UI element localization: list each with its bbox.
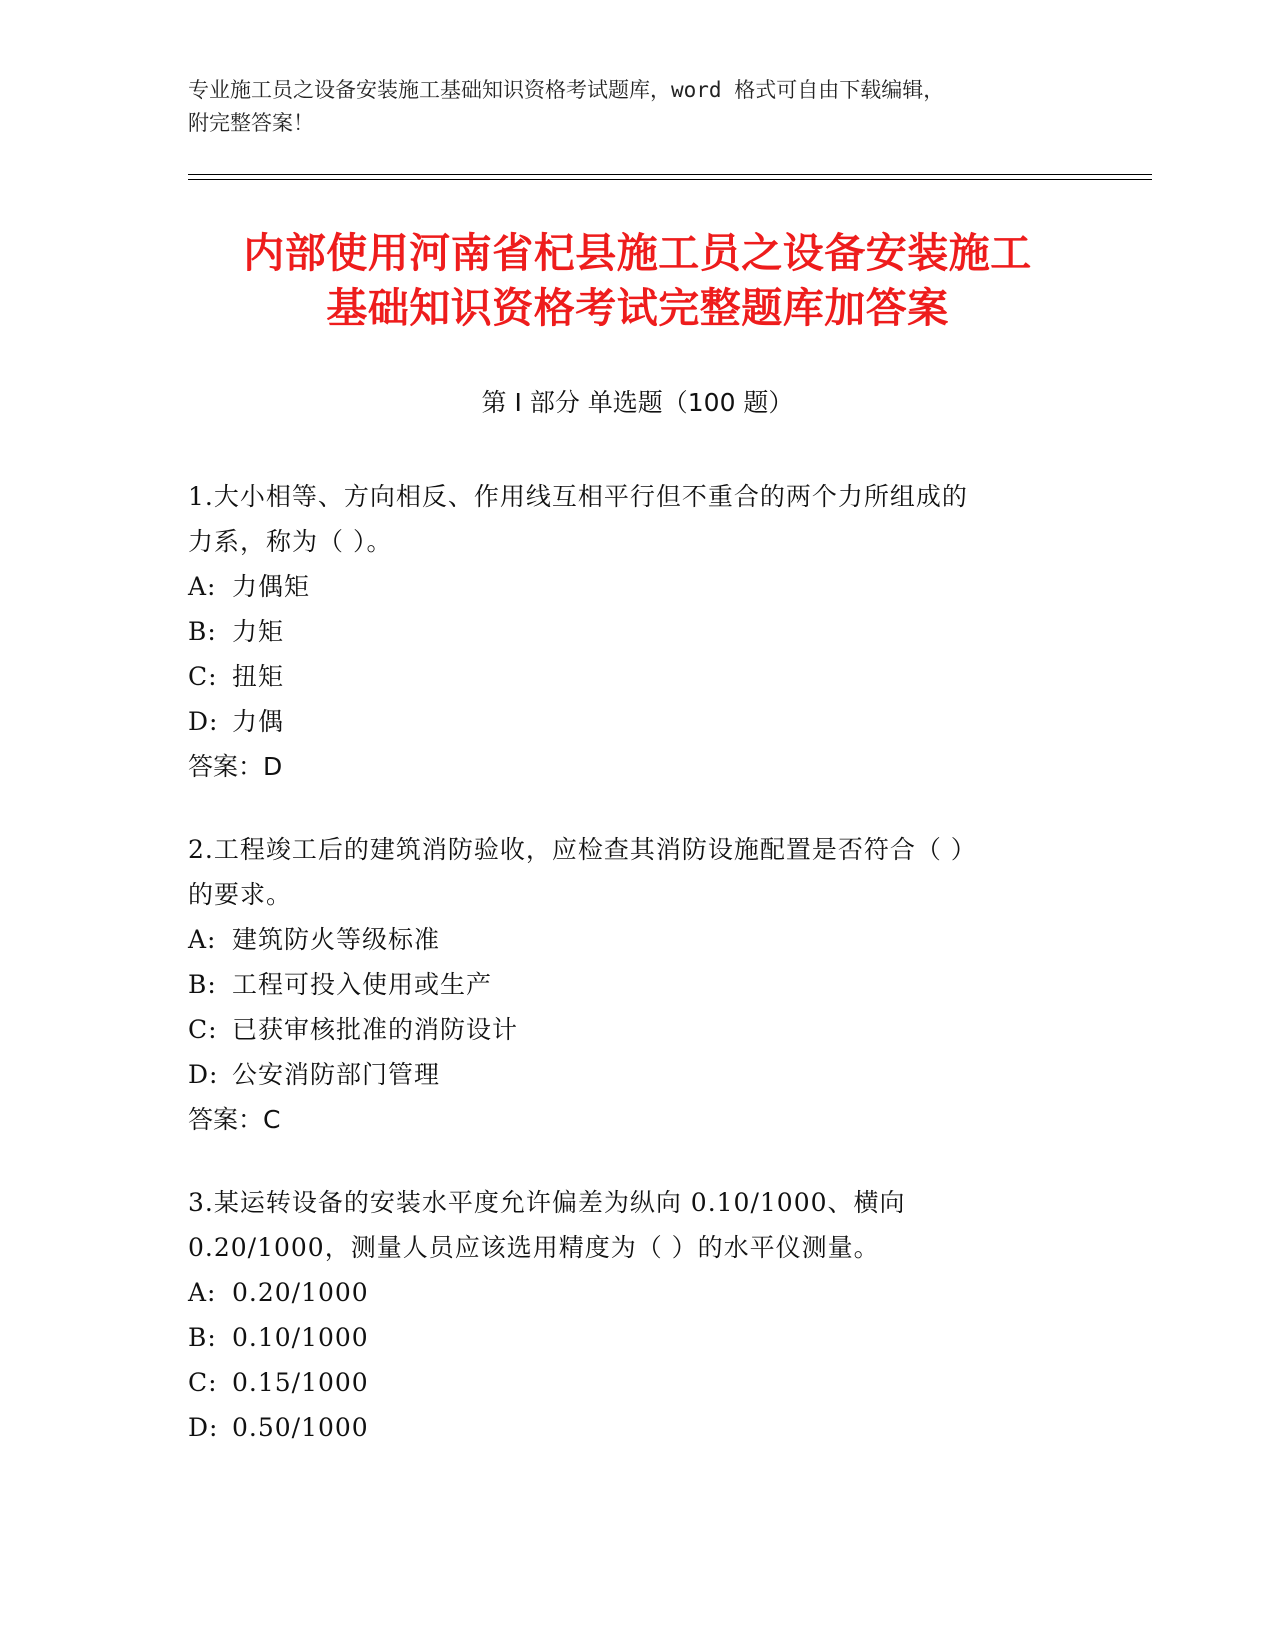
option-text: 建筑防火等级标准 (232, 925, 441, 954)
header-note-line-2: 附完整答案！ (188, 111, 314, 135)
option-text: 力偶矩 (232, 572, 311, 601)
option-b (188, 1315, 1088, 1360)
header-rule-bottom (188, 179, 1152, 180)
option-a (188, 564, 1088, 609)
question-stem-line-2: 的要求。 (188, 880, 293, 909)
option-text: 力偶 (232, 707, 285, 736)
option-key: B: (188, 970, 217, 999)
page-title-line-2: 基础知识资格考试完整题库加答案 (326, 284, 949, 332)
page-title-line-1: 内部使用河南省杞县施工员之设备安装施工 (243, 229, 1032, 277)
question-1 (188, 474, 1088, 789)
option-c (188, 1007, 1088, 1052)
option-text: 0.10/1000 (232, 1323, 369, 1352)
option-b (188, 609, 1088, 654)
question-stem-line-2: 0.20/1000，测量人员应该选用精度为（ ）的水平仪测量。 (188, 1233, 880, 1262)
option-key: A: (188, 925, 217, 954)
question-list (188, 474, 1088, 1488)
option-key: C: (188, 1368, 218, 1397)
option-text: 力矩 (232, 617, 285, 646)
option-key: B: (188, 617, 217, 646)
section-heading: 第 I 部分 单选题（100 题） (481, 388, 794, 417)
header-note (188, 74, 1088, 140)
option-text: 0.50/1000 (232, 1413, 369, 1442)
question-stem-line-1: 2.工程竣工后的建筑消防验收，应检查其消防设施配置是否符合（ ） (188, 835, 977, 864)
page-title (150, 226, 1125, 336)
question-stem-line-1: 3.某运转设备的安装水平度允许偏差为纵向 0.10/1000、横向 (188, 1188, 906, 1217)
option-key: D: (188, 1060, 219, 1089)
option-c (188, 1360, 1088, 1405)
header-note-line-1: 专业施工员之设备安装施工基础知识资格考试题库，word 格式可自由下载编辑， (188, 78, 945, 102)
option-key: D: (188, 707, 219, 736)
option-d (188, 699, 1088, 744)
option-text: 公安消防部门管理 (232, 1060, 441, 1089)
option-key: A: (188, 1278, 217, 1307)
option-text: 0.15/1000 (232, 1368, 369, 1397)
option-key: C: (188, 662, 218, 691)
option-text: 0.20/1000 (232, 1278, 369, 1307)
option-key: A: (188, 572, 217, 601)
option-d (188, 1405, 1088, 1450)
option-text: 扭矩 (232, 662, 285, 691)
question-stem-line-1: 1.大小相等、方向相反、作用线互相平行但不重合的两个力所组成的 (188, 482, 968, 511)
question-3 (188, 1180, 1088, 1450)
option-text: 已获审核批准的消防设计 (232, 1015, 519, 1044)
option-a (188, 917, 1088, 962)
option-d (188, 1052, 1088, 1097)
option-c (188, 654, 1088, 699)
question-stem-line-2: 力系，称为（ ）。 (188, 527, 393, 556)
option-key: B: (188, 1323, 217, 1352)
option-a (188, 1270, 1088, 1315)
option-key: D: (188, 1413, 219, 1442)
answer: 答案：C (188, 1105, 281, 1134)
answer: 答案：D (188, 752, 283, 781)
header-rule-top (188, 174, 1152, 175)
question-2 (188, 827, 1088, 1142)
option-b (188, 962, 1088, 1007)
option-key: C: (188, 1015, 218, 1044)
option-text: 工程可投入使用或生产 (232, 970, 493, 999)
